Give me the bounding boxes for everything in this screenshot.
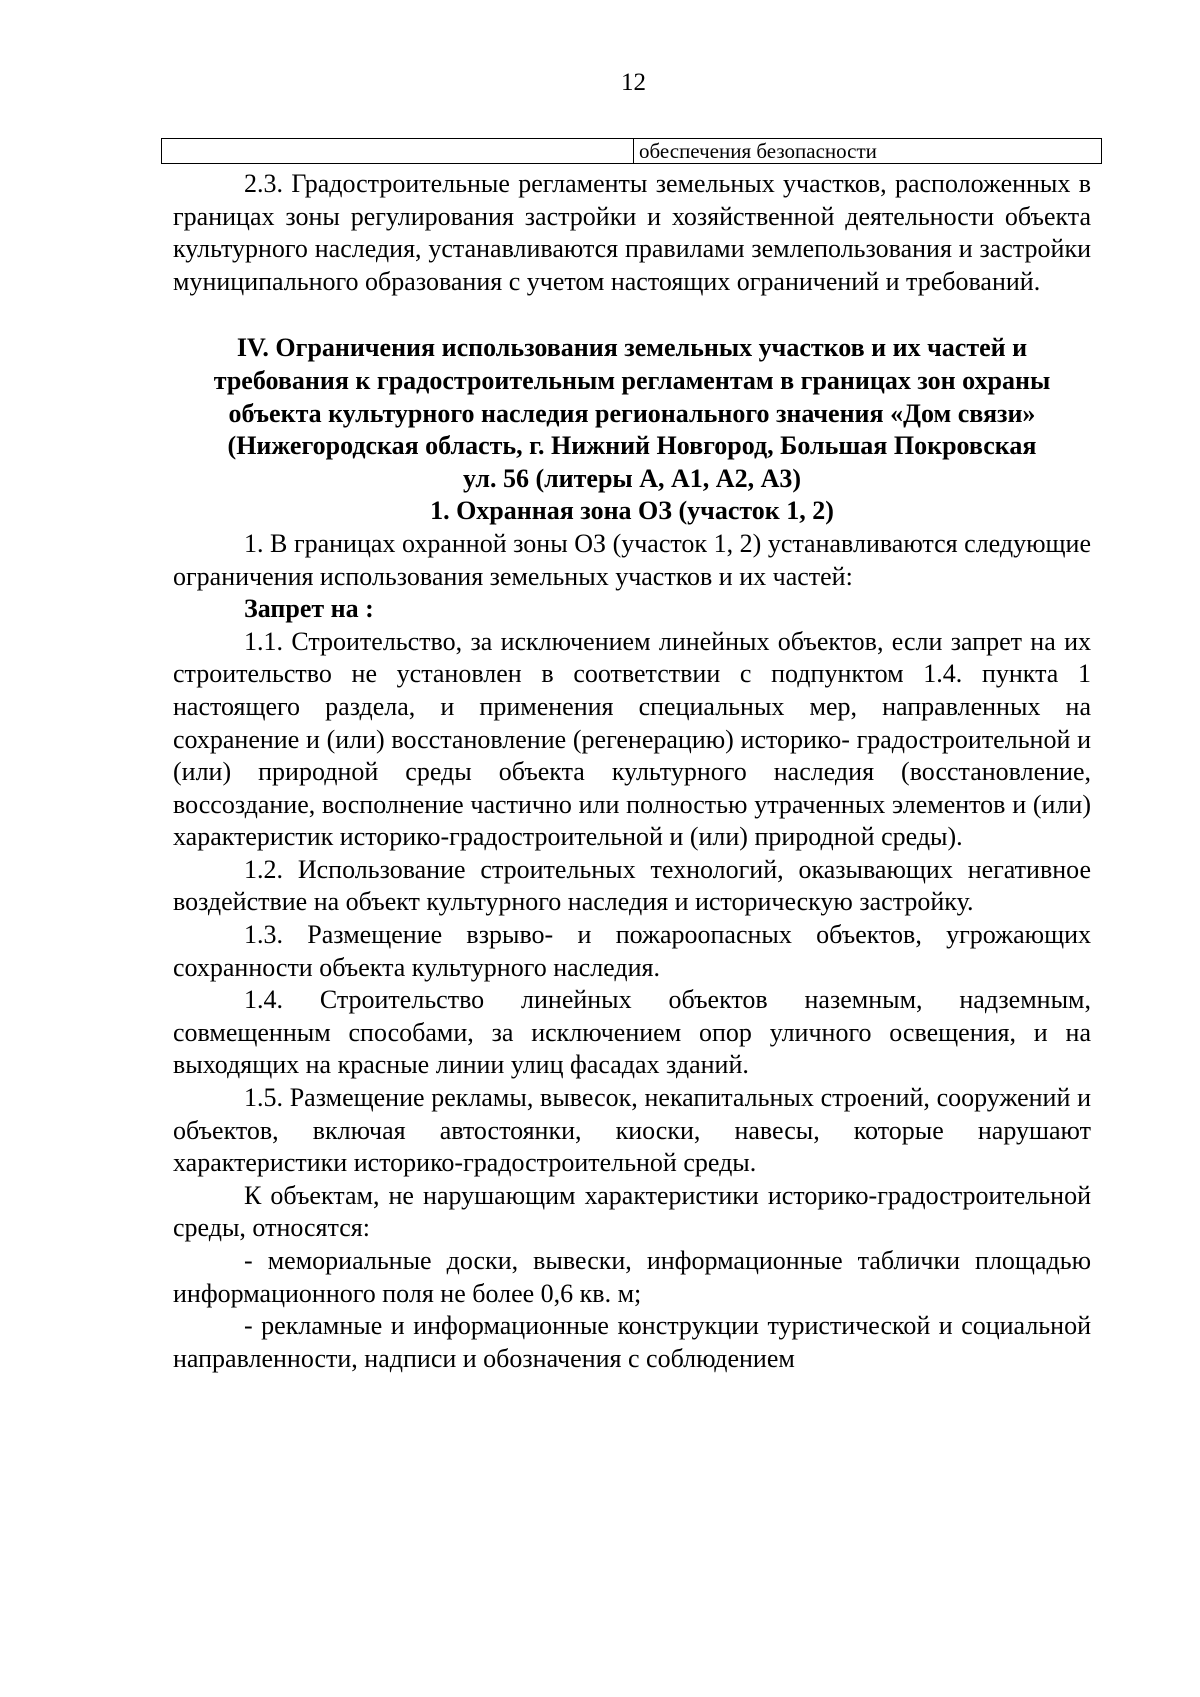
page-number: 12 xyxy=(621,69,646,96)
non-violating-intro: К объектам, не нарушающим характеристики историко-градостроительной среды, относятся: xyxy=(173,1180,1091,1243)
paragraph-2-3: 2.3. Градостроительные регламенты земельных участков, расположенных в границах зоны регулирования застройки и хозяйственной деятельности объекта культурного наследия, устанавливаются правилами землепользования и застройки муниципального образования с учетом настоящих ограничений и требований. xyxy=(173,169,1091,296)
section-heading-line-3: объекта культурного наследия регионального значения «Дом связи» xyxy=(228,398,1036,428)
list-item: 1.5. Размещение рекламы, вывесок, некапитальных строений, сооружений и объектов, включая автостоянки, киоски, навесы, которые нарушают характеристики историко-градостроительной среды. xyxy=(173,1083,1091,1178)
section-heading xyxy=(173,332,1091,495)
list-item: 1.1. Строительство, за исключением линейных объектов, если запрет на их строительство не установлен в соответствии с подпунктом 1.4. пункта 1 настоящего раздела, и применения специальных мер, направленных на сохранение и (или) восстановление (регенерацию) историко- градостроительной и (или) природной среды объекта культурного наследия (восстановление, воссоздание, восполнение частично или полностью утраченных элементов и (или) характеристик историко-градостроительной и (или) природной среды). xyxy=(173,626,1091,852)
section-heading-line-5: ул. 56 (литеры А, А1, А2, А3) xyxy=(463,463,801,493)
section-heading-line-2: требования к градостроительным регламентам в границах зон охраны xyxy=(213,365,1051,395)
document-body xyxy=(173,168,1091,1375)
list-item: 1.4. Строительство линейных объектов наземным, надземным, совмещенным способами, за исключением опор уличного освещения, и на выходящих на красные линии улиц фасадах зданий. xyxy=(173,985,1091,1080)
paragraph-1: 1. В границах охранной зоны ОЗ (участок 1, 2) устанавливаются следующие ограничения использования земельных участков и их частей: xyxy=(173,528,1091,591)
subsection-heading: 1. Охранная зона ОЗ (участок 1, 2) xyxy=(430,496,834,526)
bullet-item: - рекламные и информационные конструкции туристической и социальной направленности, надписи и обозначения с соблюдением xyxy=(173,1311,1091,1373)
table-cell-right: обеспечения безопасности xyxy=(639,139,877,163)
table-fragment xyxy=(161,138,1102,164)
section-heading-line-4: (Нижегородская область, г. Нижний Новгород, Большая Покровская xyxy=(227,431,1037,461)
table-cell-left xyxy=(162,139,634,163)
list-item: 1.3. Размещение взрыво- и пожароопасных объектов, угрожающих сохранности объекта культурного наследия. xyxy=(173,920,1091,982)
ban-label: Запрет на : xyxy=(244,594,374,624)
bullet-item: - мемориальные доски, вывески, информационные таблички площадью информационного поля не более 0,6 кв. м; xyxy=(173,1246,1091,1308)
section-heading-line-1: IV. Ограничения использования земельных участков и их частей и xyxy=(236,333,1028,363)
list-item: 1.2. Использование строительных технологий, оказывающих негативное воздействие на объект культурного наследия и историческую застройку. xyxy=(173,854,1091,917)
